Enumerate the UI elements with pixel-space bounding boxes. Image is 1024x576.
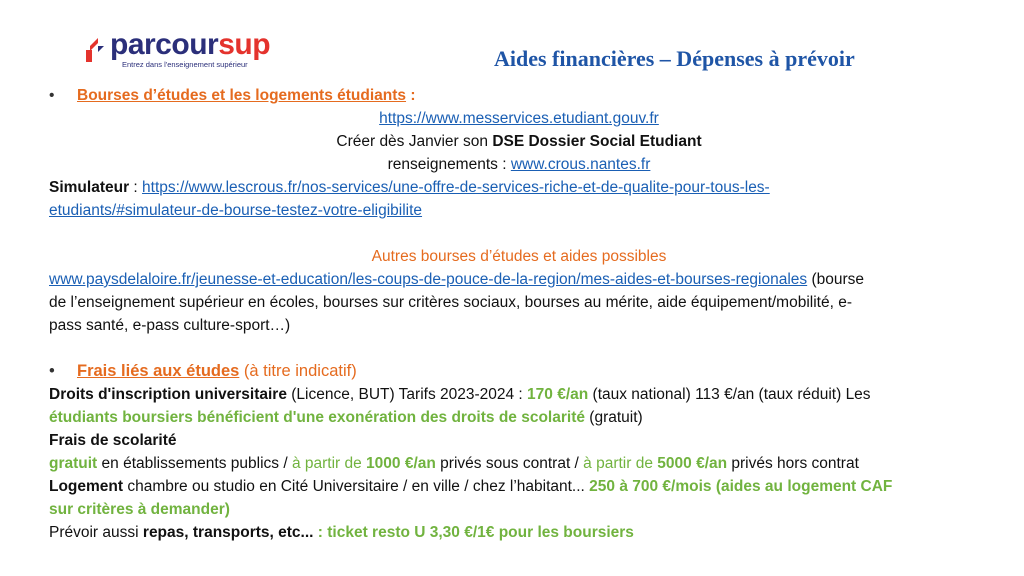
parcoursup-arrows-icon — [84, 36, 112, 66]
page-title: Aides financières – Dépenses à prévoir — [494, 46, 855, 71]
paysdelaloire-link[interactable]: www.paysdelaloire.fr/jeunesse-et-education/les-coups-de-pouce-de-la-region/mes-aides-et-bourses-regionales — [49, 271, 808, 288]
crous-link[interactable]: www.crous.nantes.fr — [510, 156, 651, 173]
frais-heading: Frais liés aux études — [77, 362, 240, 380]
bullet: • — [49, 362, 55, 380]
paysdelaloire-line: www.paysdelaloire.fr/jeunesse-et-education/les-coups-de-pouce-de-la-region/mes-aides-et-bourses-regionales (bourse — [49, 271, 865, 288]
logo-wordmark: parcoursup — [110, 28, 271, 61]
bullet: • — [49, 87, 55, 104]
paysdelaloire-desc-2: pass santé, e-pass culture-sport…) — [49, 317, 291, 334]
dse-line: Créer dès Janvier son DSE Dossier Social Etudiant — [336, 133, 702, 150]
logo-tagline: Entrez dans l'enseignement supérieur — [122, 60, 248, 69]
bourses-heading: Bourses d’études et les logements étudiants — [77, 87, 407, 104]
parcoursup-logo — [84, 28, 284, 78]
simulateur-label: Simulateur — [49, 179, 130, 196]
dse-label: DSE Dossier Social Etudiant — [492, 133, 702, 150]
paysdelaloire-desc: de l’enseignement supérieur en écoles, bourses sur critères sociaux, bourses au mérite, aide équipement/mobilité, e- — [49, 294, 852, 311]
prevoir-line: Prévoir aussi repas, transports, etc... : ticket resto U 3,30 €/1€ pour les boursiers — [49, 524, 634, 541]
boursiers-line: étudiants boursiers bénéficient d'une exonération des droits de scolarité (gratuit) — [49, 409, 643, 426]
scolarite-label-line: Frais de scolarité — [49, 432, 177, 449]
logement-line-2: sur critères à demander) — [49, 501, 230, 518]
simulateur-link-cont[interactable]: etudiants/#simulateur-de-bourse-testez-votre-eligibilite — [49, 202, 423, 219]
scolarite-line: gratuit en établissements publics / à partir de 1000 €/an privés sous contrat / à partir de 5000 €/an privés hors contrat — [49, 455, 859, 472]
autres-bourses-heading: Autres bourses d’études et aides possibles — [371, 248, 667, 265]
logement-line: Logement chambre ou studio en Cité Universitaire / en ville / chez l’habitant... 250 à 700 €/mois (aides au logement CAF — [49, 478, 893, 495]
simulateur-link[interactable]: https://www.lescrous.fr/nos-services/une-offre-de-services-riche-et-de-qualite-pour-tous-les- — [142, 179, 770, 196]
droits-line: Droits d'inscription universitaire (Licence, BUT) Tarifs 2023-2024 : 170 €/an (taux national) 113 €/an (taux réduit) Les — [49, 386, 871, 403]
simulateur-line: Simulateur : https://www.lescrous.fr/nos-services/une-offre-de-services-riche-et-de-qualite-pour-tous-les- — [49, 179, 770, 196]
simulateur-line-2 — [49, 199, 989, 222]
slide-content — [49, 84, 989, 544]
messervices-link[interactable]: https://www.messervices.etudiant.gouv.fr — [379, 110, 659, 127]
bourses-heading-line: • Bourses d’études et les logements étudiants : — [49, 84, 989, 107]
frais-heading-line: • Frais liés aux études (à titre indicatif) — [49, 360, 989, 383]
renseignements-line: renseignements : www.crous.nantes.fr — [387, 156, 651, 173]
messervices-line — [49, 107, 989, 130]
